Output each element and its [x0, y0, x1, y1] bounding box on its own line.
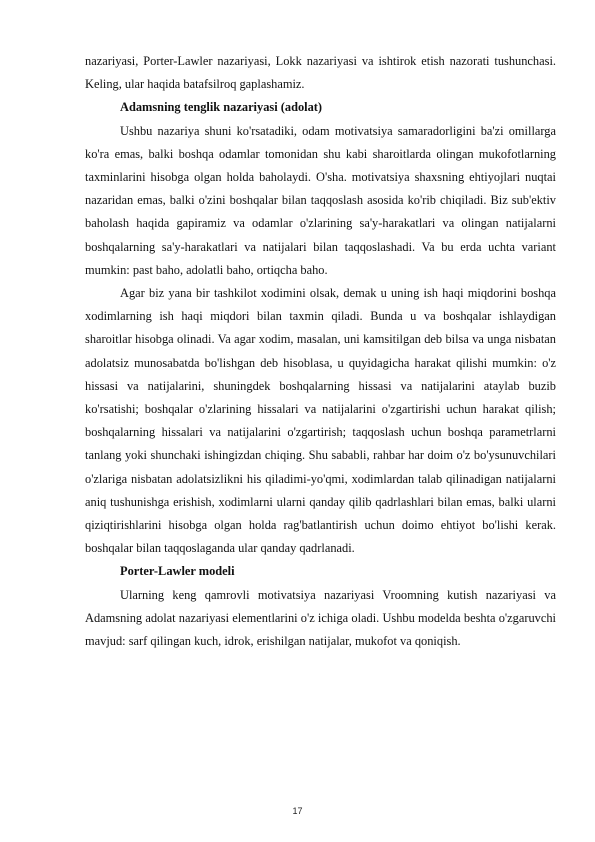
paragraph-porter-lawler: Ularning keng qamrovli motivatsiya nazariyasi Vroomning kutish nazariyasi va Adamsning adolat nazariyasi elementlarini o'z ichiga oladi. Ushbu modelda beshta o'zgaruvchi mavjud: sarf qilingan kuch, idrok, erishilgan natijalar, mukofot va qoniqish.	[85, 587, 556, 649]
page-body	[85, 50, 556, 653]
paragraph-intro-continuation: nazariyasi, Porter-Lawler nazariyasi, Lokk nazariyasi va ishtirok etish nazorati tushunchasi. Keling, ular haqida batafsilroq gaplashamiz.	[85, 54, 556, 92]
paragraph-adams-theory: Ushbu nazariya shuni ko'rsatadiki, odam motivatsiya samaradorligini ba'zi omillarga ko'ra emas, balki boshqa odamlar tomonidan shu kabi sharoitlarda olingan mukofotlarning taxminlarini hisobga olgan holda baholaydi. O'sha. motivatsiya shaxsning ehtiyojlari nuqtai nazaridan emas, balki o'zini boshqalar bilan taqqoslash asosida ko'rib chiqiladi. Biz sub'ektiv baholash haqida gapiramiz va odamlar o'zlarining sa'y-harakatlari va olingan natijalarni boshqalarning sa'y-harakatlari va natijalari bilan taqqoslashadi. Va bu erda uchta variant mumkin: past baho, adolatli baho, ortiqcha baho.	[85, 123, 556, 277]
section-heading-adams-equity-theory: Adamsning tenglik nazariyasi (adolat)	[120, 100, 323, 115]
section-heading-porter-lawler-model: Porter-Lawler modeli	[120, 564, 235, 579]
page-number: 17	[292, 806, 303, 816]
paragraph-employee-comparison: Agar biz yana bir tashkilot xodimini olsak, demak u uning ish haqi miqdorini boshqa xodimlarning ish haqi miqdori bilan taxmin qiladi. Bunda u va boshqalar ishlaydigan sharoitlar hisobga olinadi. Va agar xodim, masalan, uni kamsitilgan deb bilsa va unga nisbatan adolatsiz munosabatda bo'lishgan deb hisoblasa, u quyidagicha harakat qilishi mumkin: o'z hissasi va natijalarini, shuningdek boshqalarning hissasi va natijalarini ataylab buzib ko'rsatishi; boshqalar o'zlarining hissalari va natijalarini o'zgartirishi uchun harakat qilish; boshqalarning hissalari va natijalarini o'zgartirish; taqqoslash uchun boshqa parametrlarni tanlang yoki shunchaki ishingizdan chiqing. Shu sababli, rahbar har doim o'z bo'ysunuvchilari o'zlariga nisbatan adolatsizlikni his qiladimi-yo'qmi, xodimlardan talab qilinadigan natijalarni aniq tushunishga erishish, xodimlarni ularni qanday qilib qadrlashlari bilan emas, balki ularni qiziqtirishlarini hisobga olgan holda rag'batlantirish uchun doimo ehtiyot bo'lishi kerak. boshqalar bilan taqqoslaganda ular qanday qadrlanadi.	[85, 286, 556, 556]
